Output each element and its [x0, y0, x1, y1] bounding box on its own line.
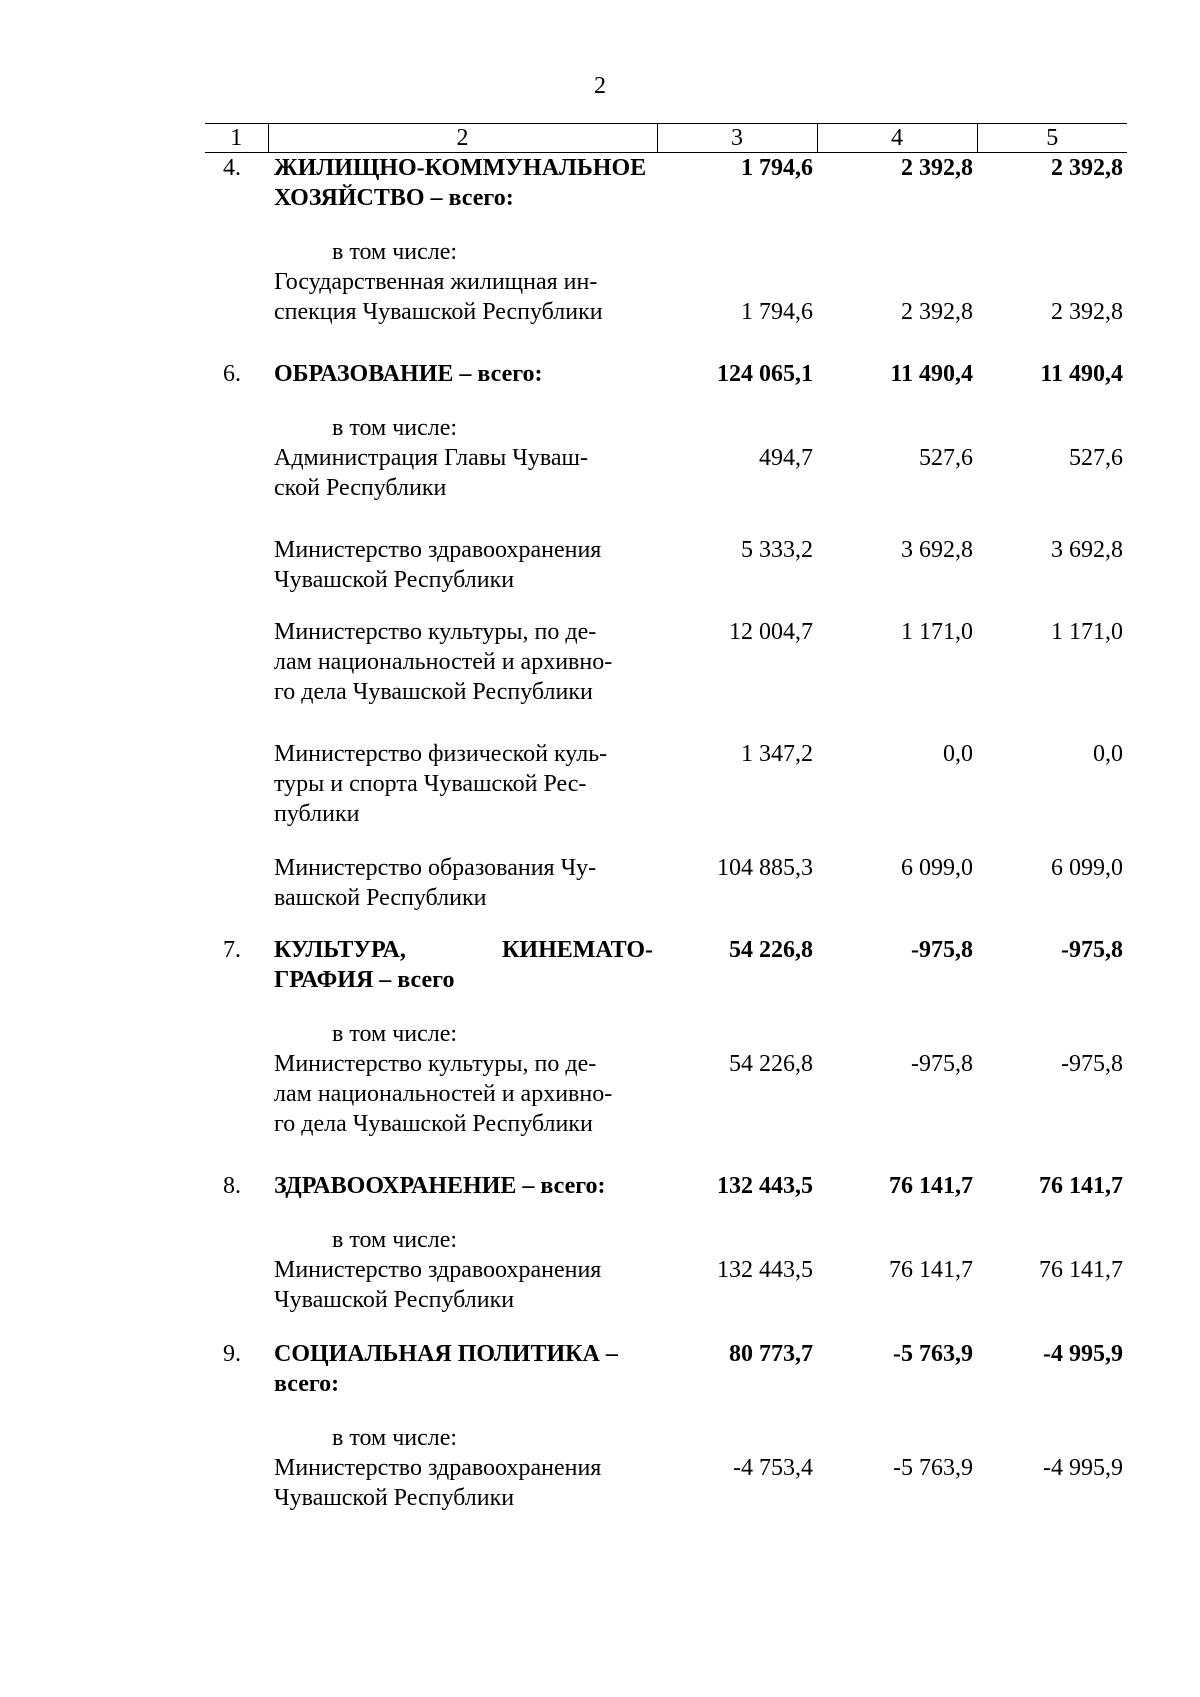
header-col-2: 2 [268, 124, 657, 153]
spacer-row [205, 707, 1127, 739]
value-col-4: -975,8 [911, 1051, 973, 1077]
item-row [205, 1453, 1127, 1513]
section-row [205, 935, 1127, 995]
header-col-5: 5 [977, 124, 1127, 153]
value-col-5: 2 392,8 [1051, 299, 1123, 325]
item-row [205, 443, 1127, 503]
sub-caption: в том числе: [332, 415, 458, 441]
value-col-4: -5 763,9 [893, 1455, 973, 1481]
sub-caption-row [205, 1423, 1127, 1453]
item-name [268, 739, 657, 829]
item-name-line: лам национальностей и архивно- [274, 649, 613, 675]
item-name-line: вашской Республики [274, 885, 487, 911]
spacer-row [205, 595, 1127, 617]
value-col-4: 11 490,4 [890, 361, 973, 387]
section-title [268, 935, 657, 995]
table-header [205, 124, 1127, 153]
item-name [268, 535, 657, 595]
section-index: 4. [223, 155, 241, 181]
item-row [205, 853, 1127, 913]
section-title [268, 1339, 657, 1399]
item-row [205, 617, 1127, 707]
item-name-line: Чувашской Республики [274, 1485, 515, 1511]
section-title-line: ХОЗЯЙСТВО – всего: [274, 185, 514, 211]
value-col-4: 76 141,7 [889, 1257, 973, 1283]
spacer-row [205, 913, 1127, 935]
value-col-4: -5 763,9 [893, 1341, 973, 1367]
value-col-3: -4 753,4 [733, 1455, 813, 1481]
value-col-5: 76 141,7 [1039, 1173, 1123, 1199]
spacer-row [205, 1201, 1127, 1225]
section-title-line: всего: [274, 1371, 340, 1397]
item-name [268, 1453, 657, 1513]
item-name-line: Министерство здравоохранения [274, 1257, 602, 1283]
section-index: 8. [223, 1173, 241, 1199]
item-name-line: го дела Чувашской Республики [274, 679, 593, 705]
spacer-row [205, 1315, 1127, 1339]
value-col-4: 76 141,7 [889, 1173, 973, 1199]
section-title-line: КУЛЬТУРА, КИНЕМАТО- [274, 937, 653, 963]
value-col-5: -975,8 [1061, 1051, 1123, 1077]
section-index: 7. [223, 937, 241, 963]
item-name-line: Министерство здравоохранения [274, 537, 602, 563]
section-row [205, 1339, 1127, 1399]
value-col-4: 3 692,8 [901, 537, 973, 563]
sub-caption-row [205, 413, 1127, 443]
section-index: 6. [223, 361, 241, 387]
section-title-line: ЗДРАВООХРАНЕНИЕ – всего: [274, 1173, 606, 1199]
page-number: 2 [594, 73, 606, 99]
value-col-5: 1 171,0 [1051, 619, 1123, 645]
budget-table [205, 123, 1127, 1513]
item-row [205, 1255, 1127, 1315]
item-name-line: го дела Чувашской Республики [274, 1111, 593, 1137]
value-col-4: 6 099,0 [901, 855, 973, 881]
section-title [268, 1171, 657, 1201]
item-name [268, 617, 657, 707]
value-col-3: 80 773,7 [729, 1341, 813, 1367]
section-row [205, 153, 1127, 214]
header-col-1: 1 [205, 124, 268, 153]
spacer-row [205, 1399, 1127, 1423]
value-col-5: 2 392,8 [1051, 155, 1123, 181]
section-title [268, 153, 657, 214]
header-col-3: 3 [657, 124, 817, 153]
value-col-4: 2 392,8 [901, 155, 973, 181]
value-col-4: 1 171,0 [901, 619, 973, 645]
value-col-5: 527,6 [1069, 445, 1123, 471]
item-name-line: Администрация Главы Чуваш- [274, 445, 588, 471]
sub-caption-row [205, 1019, 1127, 1049]
sub-caption: в том числе: [332, 1021, 458, 1047]
value-col-4: 0,0 [943, 741, 973, 767]
value-col-3: 5 333,2 [741, 537, 813, 563]
spacer-row [205, 995, 1127, 1019]
section-title-line: СОЦИАЛЬНАЯ ПОЛИТИКА – [274, 1341, 618, 1367]
value-col-3: 1 794,6 [741, 155, 813, 181]
value-col-3: 132 443,5 [717, 1173, 813, 1199]
sub-caption-row [205, 1225, 1127, 1255]
sub-caption: в том числе: [332, 239, 458, 265]
item-name-line: ской Республики [274, 475, 447, 501]
item-name-line: лам национальностей и архивно- [274, 1081, 613, 1107]
value-col-3: 104 885,3 [717, 855, 813, 881]
value-col-3: 12 004,7 [729, 619, 813, 645]
item-name-line: Министерство образования Чу- [274, 855, 597, 881]
value-col-5: 3 692,8 [1051, 537, 1123, 563]
spacer-row [205, 503, 1127, 535]
item-name-line: Государственная жилищная ин- [274, 269, 598, 295]
item-name [268, 853, 657, 913]
item-name [268, 237, 657, 327]
value-col-4: 527,6 [919, 445, 973, 471]
value-col-4: 2 392,8 [901, 299, 973, 325]
spacer-row [205, 829, 1127, 853]
item-row [205, 739, 1127, 829]
value-col-3: 54 226,8 [729, 1051, 813, 1077]
item-name-line: Чувашской Республики [274, 567, 515, 593]
value-col-5: -4 995,9 [1043, 1455, 1123, 1481]
item-name-line: туры и спорта Чувашской Рес- [274, 771, 587, 797]
item-row [205, 535, 1127, 595]
item-name-line: публики [274, 801, 360, 827]
sub-caption: в том числе: [332, 1425, 458, 1451]
section-title-line: ЖИЛИЩНО-КОММУНАЛЬНОЕ [274, 155, 647, 181]
item-row [205, 1049, 1127, 1139]
value-col-5: 76 141,7 [1039, 1257, 1123, 1283]
section-title-line: ОБРАЗОВАНИЕ – всего: [274, 361, 543, 387]
header-col-4: 4 [817, 124, 977, 153]
section-row [205, 359, 1127, 389]
value-col-5: 11 490,4 [1040, 361, 1123, 387]
value-col-5: 6 099,0 [1051, 855, 1123, 881]
item-name-line: Министерство физической куль- [274, 741, 608, 767]
value-col-3: 54 226,8 [729, 937, 813, 963]
value-col-3: 124 065,1 [717, 361, 813, 387]
value-col-5: -4 995,9 [1043, 1341, 1123, 1367]
spacer-row [205, 327, 1127, 359]
item-name-line: Министерство культуры, по де- [274, 1051, 597, 1077]
value-col-4: -975,8 [911, 937, 973, 963]
section-index: 9. [223, 1341, 241, 1367]
value-col-3: 1 347,2 [741, 741, 813, 767]
section-title [268, 359, 657, 389]
value-col-5: -975,8 [1061, 937, 1123, 963]
value-col-3: 1 794,6 [741, 299, 813, 325]
item-name [268, 1255, 657, 1315]
spacer-row [205, 389, 1127, 413]
item-row [205, 237, 1127, 327]
sub-caption: в том числе: [332, 1227, 458, 1253]
spacer-row [205, 1139, 1127, 1171]
item-name-line: Министерство культуры, по де- [274, 619, 597, 645]
spacer-row [205, 213, 1127, 237]
value-col-5: 0,0 [1093, 741, 1123, 767]
section-title-line: ГРАФИЯ – всего [274, 967, 455, 993]
section-row [205, 1171, 1127, 1201]
value-col-3: 494,7 [759, 445, 813, 471]
item-name-line: спекция Чувашской Республики [274, 299, 603, 325]
item-name-line: Министерство здравоохранения [274, 1455, 602, 1481]
value-col-3: 132 443,5 [717, 1257, 813, 1283]
item-name [268, 443, 657, 503]
item-name-line: Чувашской Республики [274, 1287, 515, 1313]
item-name [268, 1049, 657, 1139]
